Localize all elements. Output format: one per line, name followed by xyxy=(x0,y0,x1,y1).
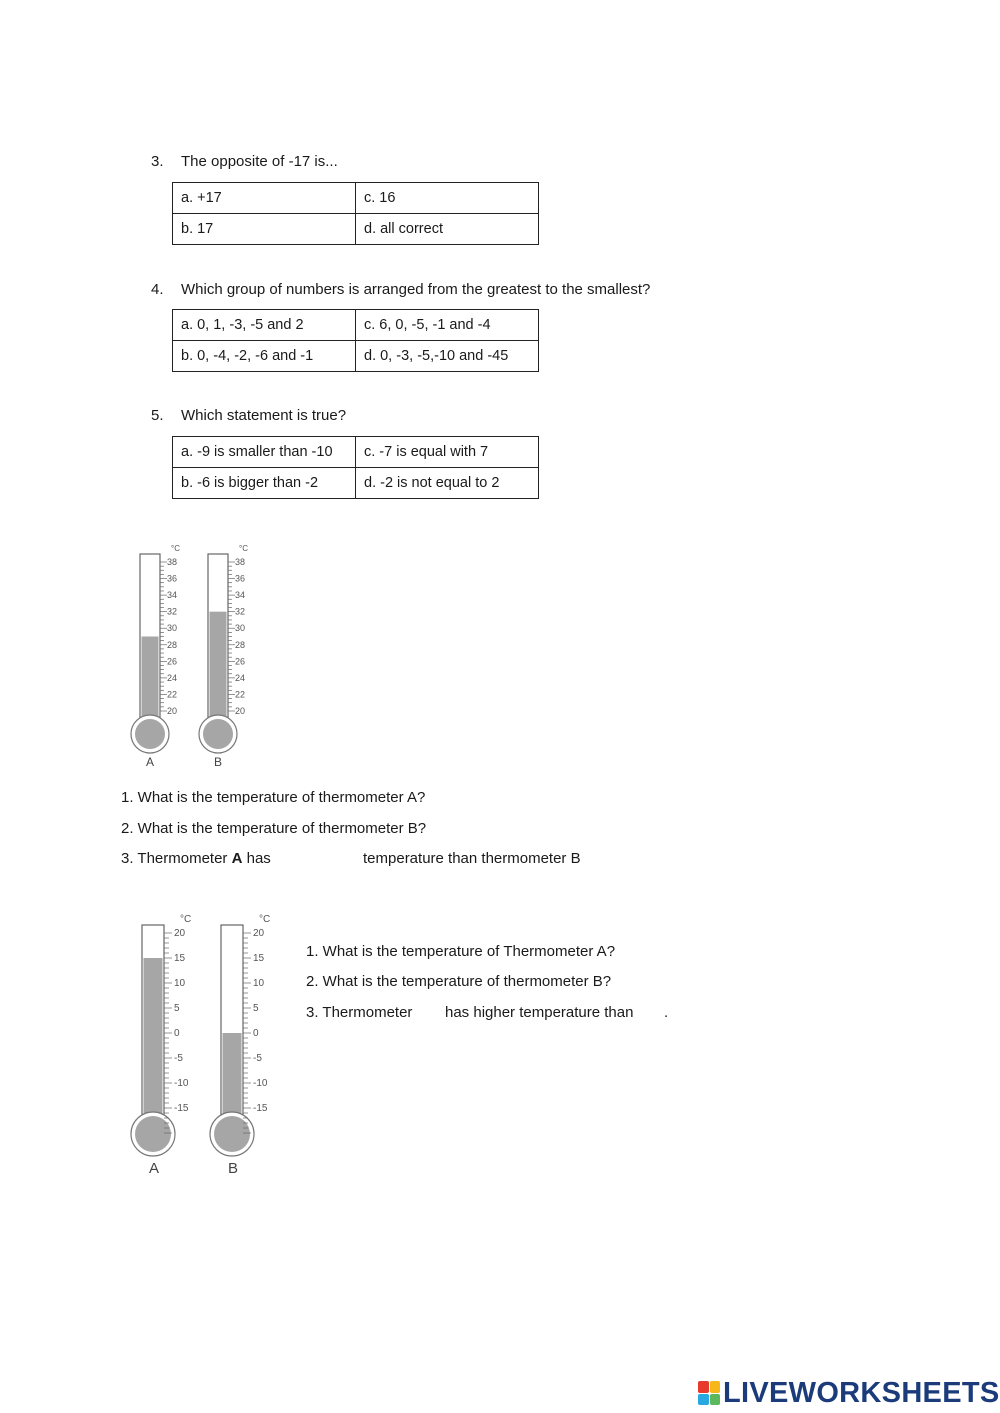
scale-label: 32 xyxy=(235,606,246,617)
scale-label: 20 xyxy=(174,928,186,939)
thermo2-question-1: 1. What is the temperature of Thermometer A? xyxy=(306,943,616,960)
scale-label: 10 xyxy=(253,978,265,989)
options-table-q5 xyxy=(172,436,539,499)
scale-label: 20 xyxy=(235,706,246,716)
scale-label: 22 xyxy=(235,689,246,700)
thermo2-question-3 xyxy=(306,1004,412,1021)
option-d[interactable]: d. all correct xyxy=(356,214,539,245)
thermometer-label: B xyxy=(228,1160,239,1177)
scale-label: -5 xyxy=(253,1053,262,1064)
thermo1-question-2: 2. What is the temperature of thermometer B? xyxy=(121,820,427,837)
scale-label: 5 xyxy=(253,1003,259,1014)
thermometer-set-1 xyxy=(125,542,265,772)
thermometer-set-2 xyxy=(122,908,292,1178)
thermo2-question-2: 2. What is the temperature of thermometer B? xyxy=(306,973,612,990)
logo-mark-icon xyxy=(698,1381,720,1405)
scale-label: 15 xyxy=(253,953,265,964)
option-c[interactable]: c. -7 is equal with 7 xyxy=(356,437,539,468)
logo-square-2 xyxy=(710,1381,721,1393)
scale-label: 30 xyxy=(235,623,246,634)
thermo2-question-3-end: . xyxy=(664,1004,669,1021)
option-b[interactable]: b. 17 xyxy=(173,214,356,245)
scale-label: 26 xyxy=(167,656,178,667)
scale-label: -5 xyxy=(174,1053,183,1064)
scale-label: 28 xyxy=(235,639,246,650)
logo-square-4 xyxy=(710,1394,721,1406)
q3-mid: has xyxy=(242,850,271,867)
option-a[interactable]: a. 0, 1, -3, -5 and 2 xyxy=(173,310,356,341)
options-table-q3 xyxy=(172,182,539,245)
scale-label: 15 xyxy=(174,953,186,964)
scale-label: 36 xyxy=(235,573,246,584)
scale-label: -10 xyxy=(174,1078,189,1089)
question-text: The opposite of -17 is... xyxy=(181,153,338,170)
scale-label: -10 xyxy=(253,1078,268,1089)
unit-label: °C xyxy=(239,544,248,553)
scale-label: -15 xyxy=(174,1103,189,1114)
thermometer-mercury xyxy=(223,1033,242,1122)
thermometer-mercury xyxy=(142,637,159,725)
scale-label: 24 xyxy=(167,672,178,683)
scale-label: 5 xyxy=(174,1003,180,1014)
thermometer-label: A xyxy=(146,755,155,769)
liveworksheets-logo xyxy=(698,1377,1000,1409)
scale-label: 30 xyxy=(167,623,178,634)
scale-label: 28 xyxy=(167,639,178,650)
question-number: 5. xyxy=(151,407,164,424)
question-text: Which statement is true? xyxy=(181,407,347,424)
thermometer-mercury xyxy=(210,612,227,724)
option-d[interactable]: d. 0, -3, -5,-10 and -45 xyxy=(356,341,539,372)
unit-label: °C xyxy=(171,544,180,553)
option-d[interactable]: d. -2 is not equal to 2 xyxy=(356,468,539,499)
thermometer-bulb xyxy=(214,1116,250,1152)
unit-label: °C xyxy=(259,914,271,925)
options-table-q4 xyxy=(172,309,539,372)
scale-label: 34 xyxy=(235,590,246,601)
thermo1-question-3-end: temperature than thermometer B xyxy=(363,850,581,867)
q3-start: 3. Thermometer xyxy=(306,1004,413,1021)
thermometer-label: B xyxy=(214,755,223,769)
scale-label: 36 xyxy=(167,573,178,584)
scale-label: 20 xyxy=(253,928,265,939)
scale-label: -15 xyxy=(253,1103,268,1114)
option-b[interactable]: b. 0, -4, -2, -6 and -1 xyxy=(173,341,356,372)
option-a[interactable]: a. +17 xyxy=(173,183,356,214)
logo-text: LIVEWORKSHEETS xyxy=(723,1376,1000,1409)
scale-label: 38 xyxy=(167,557,178,567)
logo-square-3 xyxy=(698,1394,709,1406)
scale-label: 32 xyxy=(167,606,178,617)
option-b[interactable]: b. -6 is bigger than -2 xyxy=(173,468,356,499)
question-number: 4. xyxy=(151,281,164,298)
scale-label: 26 xyxy=(235,656,246,667)
question-text: Which group of numbers is arranged from the greatest to the smallest? xyxy=(181,281,651,298)
scale-label: 38 xyxy=(235,557,246,567)
unit-label: °C xyxy=(180,914,192,925)
thermo1-question-1: 1. What is the temperature of thermometer A? xyxy=(121,789,426,806)
thermometer-bulb xyxy=(135,719,165,749)
scale-label: 24 xyxy=(235,672,246,683)
thermometer-mercury xyxy=(144,958,163,1122)
thermometer-bulb xyxy=(203,719,233,749)
logo-square-1 xyxy=(698,1381,709,1393)
thermometer-bulb xyxy=(135,1116,171,1152)
option-c[interactable]: c. 16 xyxy=(356,183,539,214)
scale-label: 20 xyxy=(167,706,178,716)
thermometer-label: A xyxy=(149,1160,160,1177)
q3-bold: A xyxy=(231,850,243,867)
thermo2-question-3-mid: has higher temperature than xyxy=(445,1004,634,1021)
scale-label: 10 xyxy=(174,978,186,989)
scale-label: 0 xyxy=(174,1028,180,1039)
option-c[interactable]: c. 6, 0, -5, -1 and -4 xyxy=(356,310,539,341)
option-a[interactable]: a. -9 is smaller than -10 xyxy=(173,437,356,468)
scale-label: 34 xyxy=(167,590,178,601)
scale-label: 0 xyxy=(253,1028,259,1039)
thermo1-question-3 xyxy=(121,850,271,867)
scale-label: 22 xyxy=(167,689,178,700)
question-number: 3. xyxy=(151,153,164,170)
q3-start: 3. Thermometer xyxy=(121,850,232,867)
